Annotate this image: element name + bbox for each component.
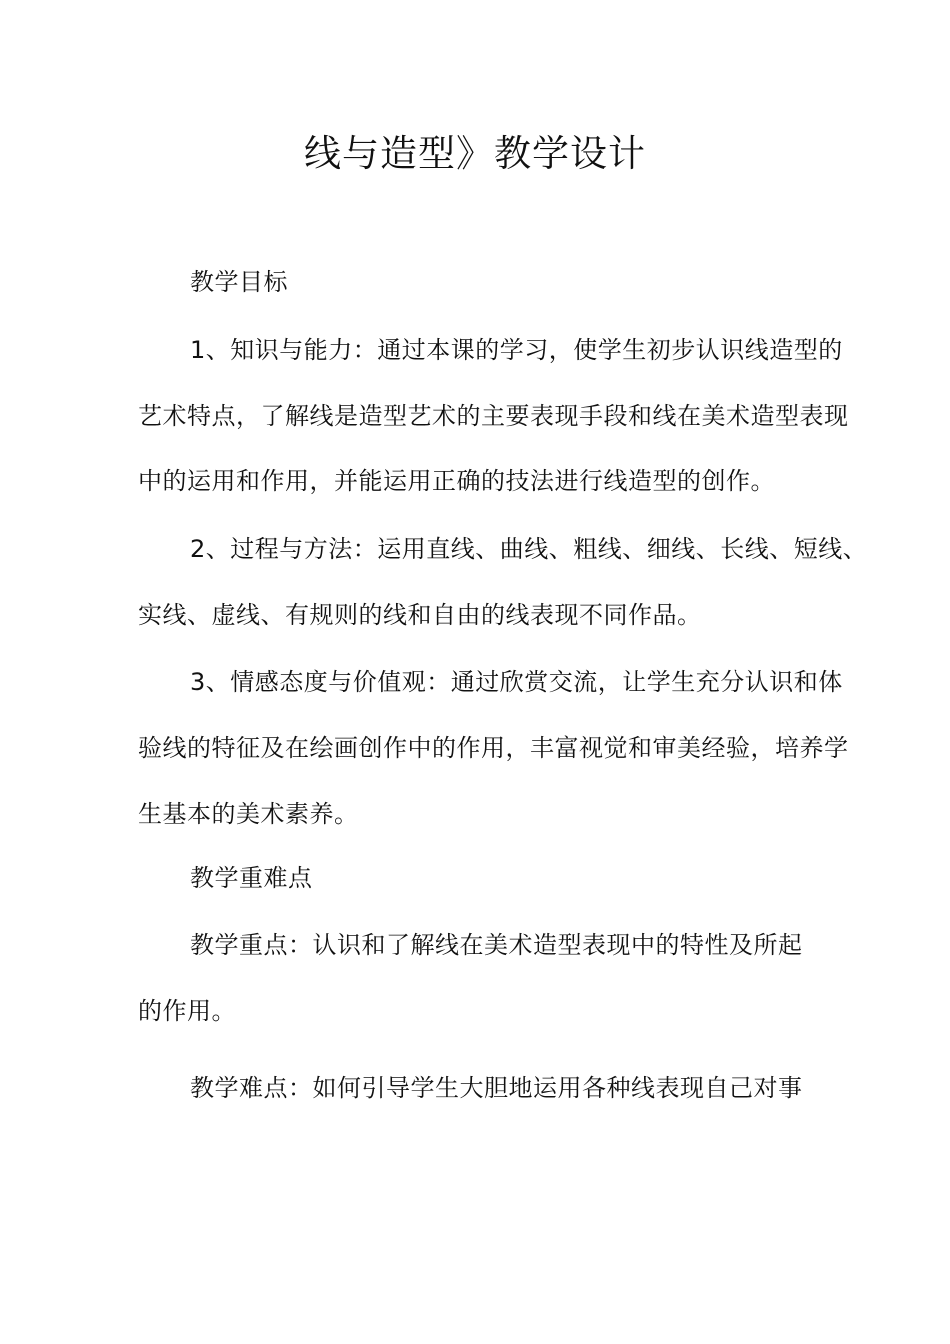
objective-2-line-2: 实线、虚线、有规则的线和自由的线表现不同作品。 — [138, 601, 702, 629]
key-point-line-2: 的作用。 — [138, 997, 236, 1025]
objective-3-line-1: 3、情感态度与价值观：通过欣赏交流，让学生充分认识和体 — [190, 668, 843, 696]
objective-1-line-2: 艺术特点，了解线是造型艺术的主要表现手段和线在美术造型表现 — [138, 402, 849, 430]
objective-1-line-3: 中的运用和作用，并能运用正确的技法进行线造型的创作。 — [138, 467, 775, 495]
objective-1-line-1: 1、知识与能力：通过本课的学习，使学生初步认识线造型的 — [190, 336, 843, 364]
difficult-point-line-1: 教学难点：如何引导学生大胆地运用各种线表现自己对事 — [190, 1074, 803, 1102]
objectives-heading: 教学目标 — [190, 268, 288, 296]
key-point-line-1: 教学重点：认识和了解线在美术造型表现中的特性及所起 — [190, 931, 803, 959]
key-difficult-heading: 教学重难点 — [190, 864, 313, 892]
document-title: 线与造型》教学设计 — [304, 132, 646, 175]
objective-3-line-2: 验线的特征及在绘画创作中的作用，丰富视觉和审美经验，培养学 — [138, 734, 849, 762]
objective-2-line-1: 2、过程与方法：运用直线、曲线、粗线、细线、长线、短线、 — [190, 535, 868, 563]
objective-3-line-3: 生基本的美术素养。 — [138, 800, 359, 828]
